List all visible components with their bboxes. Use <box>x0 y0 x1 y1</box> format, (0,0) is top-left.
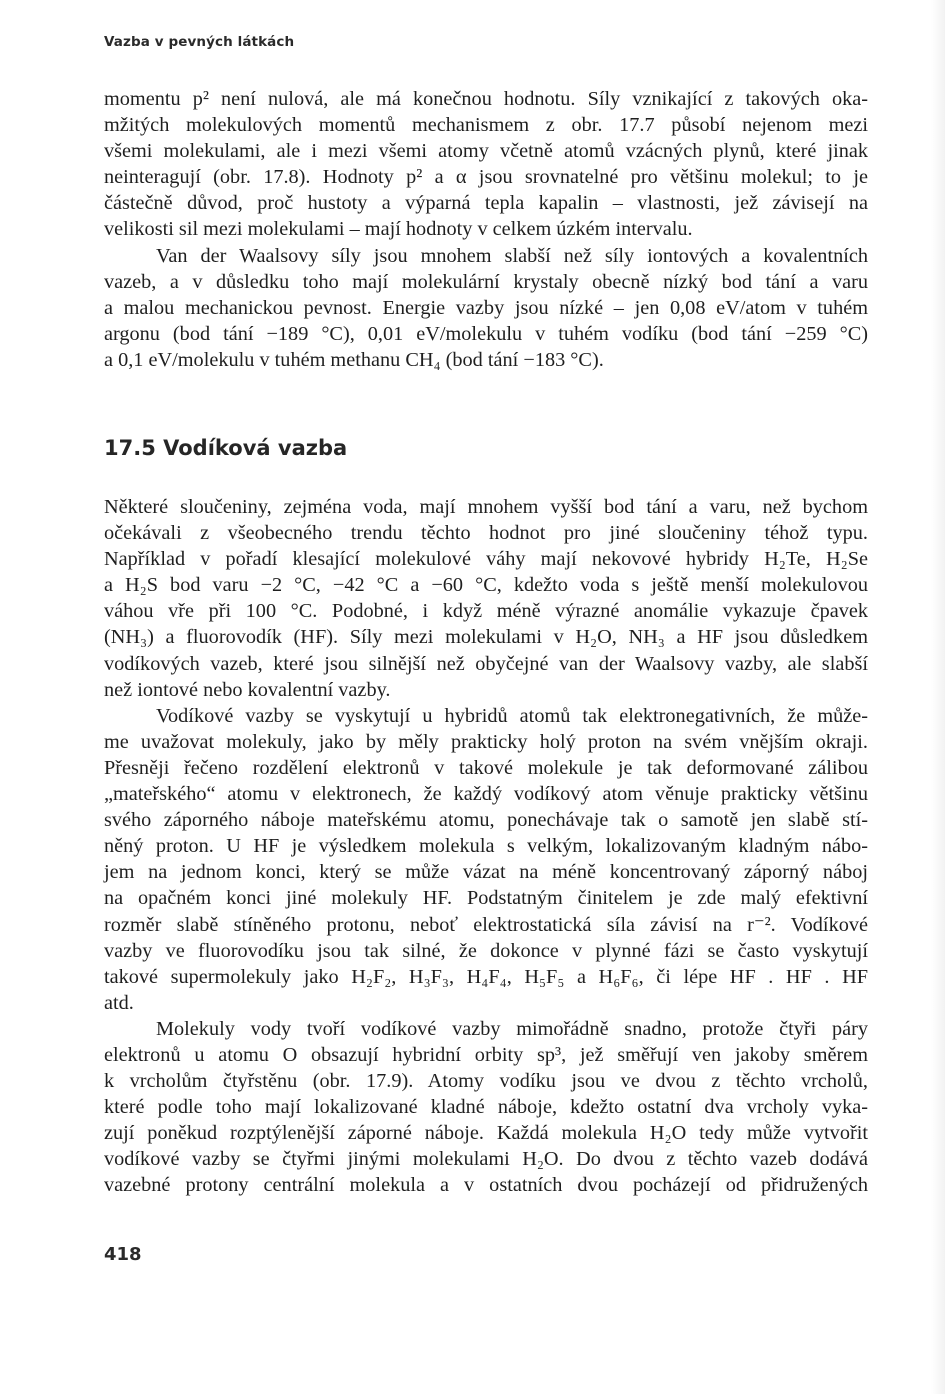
text-line: vazebné protony centrální molekula a v ostatních dvou pocházejí od přidružených <box>104 1174 868 1197</box>
section-heading: 17.5 Vodíková vazba <box>104 436 348 460</box>
text-line: Molekuly vody tvoří vodíkové vazby mimořádně snadno, protože čtyři páry <box>156 1017 868 1040</box>
text-line: očekávali z všeobecného trendu těchto hodnot pro jiné sloučeniny téhož typu. <box>104 522 868 545</box>
text-line: velikosti sil mezi molekulami – mají hodnoty v celkem úzkém intervalu. <box>104 218 693 241</box>
text-line: částečně důvod, proč hustoty a výparná tepla kapalin – vlastnosti, jež závisejí na <box>104 192 868 215</box>
text-line: všemi molekulami, ale i mezi všemi atomy včetně atomů vzácných plynů, které jinak <box>104 140 868 163</box>
text-line: Přesněji řečeno rozdělení elektronů v takové molekule je tak deformované zálibou <box>104 756 868 779</box>
text-line: „mateřského“ atomu v elektronech, že každý vodíkový atom věnuje prakticky většinu <box>104 783 868 806</box>
text-line: (NH₃) a fluorovodík (HF). Síly mezi molekulami v H₂O, NH₃ a HF jsou důsledkem <box>104 626 868 649</box>
text-line: svého záporného náboje mateřskému atomu, ponechávaje tak o samotě jen slabě stí- <box>104 809 868 832</box>
text-line: Například v pořadí klesající molekulové váhy mají nekovové hybridy H₂Te, H₂Se <box>104 548 868 571</box>
text-line: a 0,1 eV/molekulu v tuhém methanu CH₄ (bod tání −183 °C). <box>104 348 604 371</box>
text-line: rozměr slabě stíněného protonu, neboť elektrostatická síla závisí na r⁻². Vodíkové <box>104 913 868 936</box>
text-line: argonu (bod tání −189 °C), 0,01 eV/molekulu v tuhém vodíku (bod tání −259 °C) <box>104 322 868 345</box>
text-line: váhou vře při 100 °C. Podobné, i když méně výrazné anomálie vykazuje čpavek <box>104 600 868 623</box>
text-line: a malou mechanickou pevnost. Energie vazby jsou nízké – jen 0,08 eV/atom v tuhém <box>104 296 868 319</box>
text-line: vodíkových vazeb, které jsou silnější než obyčejné van der Waalsovy vazby, ale slabší <box>104 652 868 675</box>
text-line: na opačném konci jiné molekuly HF. Podstatným činitelem je zde malý efektivní <box>104 887 868 910</box>
text-line: Van der Waalsovy síly jsou mnohem slabší než síly iontových a kovalentních <box>156 244 868 267</box>
paragraph-3 <box>104 494 868 1199</box>
text-line: vazeb, a v důsledku toho mají molekulární krystaly obecně nízký bod tání a varu <box>104 270 868 293</box>
text-line: me uvažovat molekuly, jako by měly prakticky holý proton na svém vnějším okraji. <box>104 730 868 753</box>
text-line: mžitých molekulových momentů mechanismem z obr. 17.7 působí nejenom mezi <box>104 114 868 137</box>
text-line: Některé sloučeniny, zejména voda, mají mnohem vyšší bod tání a varu, než bychom <box>104 496 868 518</box>
text-line: zují poněkud rozptýlenější záporné náboje. Každá molekula H₂O tedy může vytvořit <box>104 1122 868 1145</box>
text-line: neinteragují (obr. 17.8). Hodnoty p² a α jsou srovnatelné pro většinu molekul; to je <box>104 166 868 189</box>
running-head: Vazba v pevných látkách <box>104 34 295 50</box>
text-line: takové supermolekuly jako H₂F₂, H₃F₃, H₄F₄, H₅F₅ a H₆F₆, či lépe HF . HF . HF <box>104 965 868 988</box>
text-line: vodíkové vazby se čtyřmi jinými molekulami H₂O. Do dvou z těchto vazeb dodává <box>104 1148 868 1171</box>
text-line: a H₂S bod varu −2 °C, −42 °C a −60 °C, kdežto voda s ještě menší molekulovou <box>104 574 868 597</box>
page-number: 418 <box>104 1244 142 1265</box>
text-line: jem na jednom konci, který se může vázat na méně koncentrovaný záporný náboj <box>104 861 868 884</box>
text-line: Vodíkové vazby se vyskytují u hybridů atomů tak elektronegativních, že může- <box>156 704 868 727</box>
text-line: které podle toho mají lokalizované kladné náboje, kdežto ostatní dva vrcholy vyka- <box>104 1096 868 1119</box>
text-line: něný proton. U HF je výsledkem molekula s velkým, lokalizovaným kladným nábo- <box>104 835 868 858</box>
page-edge-shadow <box>931 0 945 1394</box>
text-line: k vrcholům čtyřstěnu (obr. 17.9). Atomy vodíku jsou ve dvou z těchto vrcholů, <box>104 1070 868 1093</box>
text-line: elektronů u atomu O obsazují hybridní orbity sp³, jež směřují ven jakoby směrem <box>104 1043 868 1066</box>
text-line: momentu p² není nulová, ale má konečnou hodnotu. Síly vznikající z takových oka- <box>104 88 868 110</box>
text-line: než iontové nebo kovalentní vazby. <box>104 678 391 701</box>
text-line: vazby ve fluorovodíku jsou tak silné, že dokonce v plynné fázi se často vyskytují <box>104 939 868 962</box>
text-line: atd. <box>104 991 134 1014</box>
paragraph-1 <box>104 86 868 373</box>
